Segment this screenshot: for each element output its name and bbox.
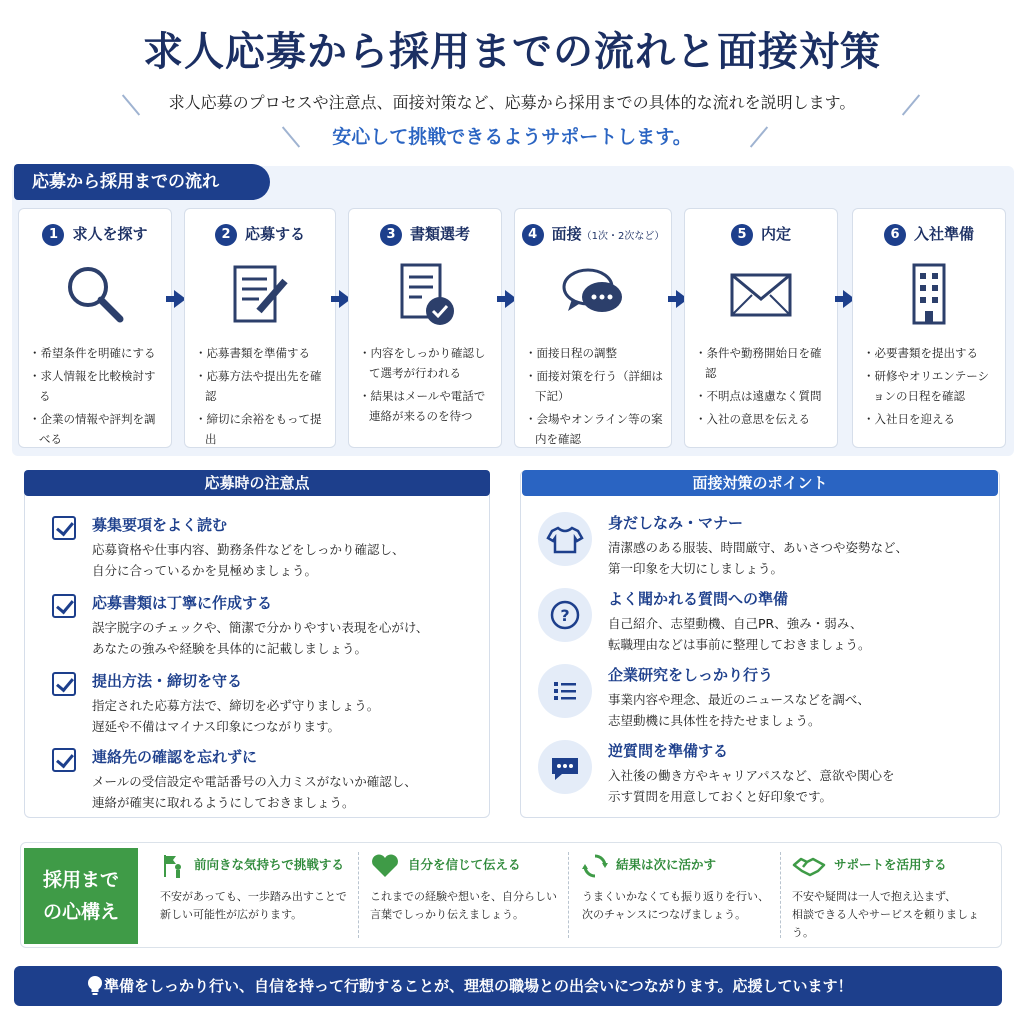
- caution-item: [92, 670, 482, 737]
- building-icon: [894, 259, 964, 329]
- flow-step-2: [184, 208, 336, 448]
- interview-text: 示す質問を用意しておくと好印象です。: [608, 789, 833, 804]
- interview-title: よく聞かれる質問への準備: [608, 590, 789, 608]
- interview-heading: 面接対策のポイント: [522, 470, 998, 496]
- mindset-text: これまでの経験や想いを、自分らしい: [370, 890, 557, 903]
- mindset-text: 新しい可能性が広がります。: [160, 908, 303, 921]
- handshake-icon: [792, 853, 826, 879]
- footer-banner: [14, 966, 1002, 1006]
- caution-item: [92, 746, 482, 813]
- caution-title: 募集要項をよく読む: [92, 516, 228, 534]
- interview-title: 逆質問を準備する: [608, 742, 729, 760]
- step-label: 求人を探す: [72, 225, 148, 243]
- document-check-icon: [390, 259, 460, 329]
- checkbox-icon: [52, 516, 76, 540]
- step-label: 内定: [760, 225, 791, 243]
- caution-text: 連絡が確実に取れるようにしておきましょう。: [92, 795, 355, 810]
- heart-icon: [370, 853, 400, 879]
- caution-text: メールの受信設定や電話番号の入力ミスがないか確認し、: [92, 774, 417, 789]
- step-items: [863, 343, 997, 432]
- interview-title: 企業研究をしっかり行う: [608, 666, 774, 684]
- interview-item: [608, 740, 992, 807]
- interview-text: 志望動機に具体性を持たせましょう。: [608, 713, 821, 728]
- mindset-text: 言葉でしっかり伝えましょう。: [370, 908, 524, 921]
- shirt-icon: [538, 512, 592, 566]
- list-item: ・ 結果はメールや電話で連絡が来るのを待つ: [359, 386, 493, 426]
- list-item: ・ 応募書類を準備する: [195, 343, 327, 363]
- page-title: 求人応募から採用までの流れと面接対策: [143, 28, 881, 75]
- mindset-label: 採用まで の心構え: [24, 848, 138, 944]
- divider: [568, 852, 569, 938]
- mindset-title: 自分を信じて伝える: [408, 857, 521, 872]
- step-number: 4: [522, 224, 544, 246]
- mindset-item: [370, 852, 566, 938]
- mindset-text: うまくいかなくても振り返りを行い、: [582, 890, 769, 903]
- list-item: ・ 求人情報を比較検討する: [29, 366, 163, 406]
- page-subtitle: 求人応募のプロセスや注意点、面接対策など、応募から採用までの具体的な流れを説明します。: [168, 93, 856, 112]
- checkbox-icon: [52, 594, 76, 618]
- caution-text: 指定された応募方法で、締切を必ず守りましょう。: [92, 698, 380, 713]
- page-tagline: 安心して挑戦できるようサポートします。: [332, 126, 692, 148]
- chat-bubbles-icon: [558, 259, 628, 329]
- list-item: ・ 研修やオリエンテーションの日程を確認: [863, 366, 997, 406]
- list-item: ・ 面接対策を行う（詳細は下記）: [525, 366, 663, 406]
- caution-item: [92, 592, 482, 659]
- list-item: ・ 入社の意思を伝える: [695, 409, 829, 429]
- caution-title: 連絡先の確認を忘れずに: [92, 748, 258, 766]
- step-number: 6: [884, 224, 906, 246]
- step-items: [195, 343, 327, 452]
- flow-step-6: [852, 208, 1006, 448]
- cautions-heading: 応募時の注意点: [24, 470, 490, 496]
- step-items: [695, 343, 829, 432]
- mindset-title: サポートを活用する: [834, 857, 947, 872]
- list-item: ・ 不明点は遠慮なく質問: [695, 386, 829, 406]
- cycle-icon: [582, 853, 608, 879]
- flow-step-3: [348, 208, 502, 448]
- step-label: 書類選考: [409, 225, 470, 243]
- lightbulb-icon: [86, 975, 104, 997]
- document-pencil-icon: [225, 259, 295, 329]
- step-number: 2: [215, 224, 237, 246]
- magnifier-icon: [60, 259, 130, 329]
- flow-step-5: [684, 208, 838, 448]
- mindset-title: 結果は次に活かす: [616, 857, 717, 872]
- divider: [358, 852, 359, 938]
- step-number: 3: [380, 224, 402, 246]
- flag-person-icon: [160, 853, 186, 879]
- step-items: [525, 343, 663, 452]
- mindset-title: 前向きな気持ちで挑戦する: [194, 857, 344, 872]
- checkbox-icon: [52, 748, 76, 772]
- caution-text: 遅延や不備はマイナス印象につながります。: [92, 719, 341, 734]
- chat-icon: [538, 740, 592, 794]
- list-item: ・ 内容をしっかり確認して選考が行われる: [359, 343, 493, 383]
- flow-step-4: [514, 208, 672, 448]
- step-items: [359, 343, 493, 429]
- checkbox-icon: [52, 672, 76, 696]
- list-item: ・ 締切に余裕をもって提出: [195, 409, 327, 449]
- list-item: ・ 必要書類を提出する: [863, 343, 997, 363]
- mindset-item: [792, 852, 996, 938]
- step-items: [29, 343, 163, 452]
- caution-item: [92, 514, 482, 581]
- caution-title: 提出方法・締切を守る: [92, 672, 243, 690]
- caution-text: 自分に合っているかを見極めましょう。: [92, 563, 318, 578]
- interview-item: [608, 512, 992, 579]
- mindset-text: 次のチャンスにつなげましょう。: [582, 908, 747, 921]
- list-item: ・ 会場やオンライン等の案内を確認: [525, 409, 663, 449]
- list-item: ・ 応募方法や提出先を確認: [195, 366, 327, 406]
- step-label: 面接: [551, 225, 582, 243]
- step-note: （1次・2次など）: [581, 231, 665, 242]
- caution-text: 誤字脱字のチェックや、簡潔で分かりやすい表現を心がけ、: [92, 620, 429, 635]
- list-icon: [538, 664, 592, 718]
- list-item: ・ 企業の情報や評判を調べる: [29, 409, 163, 449]
- question-icon: [538, 588, 592, 642]
- list-item: ・ 条件や勤務開始日を確認: [695, 343, 829, 383]
- step-label: 入社準備: [913, 225, 974, 243]
- interview-text: 事業内容や理念、最近のニュースなどを調べ、: [608, 692, 870, 707]
- interview-text: 転職理由などは事前に整理しておきましょう。: [608, 637, 871, 652]
- divider: [780, 852, 781, 938]
- envelope-icon: [726, 259, 796, 329]
- svg-text:?: ?: [560, 606, 570, 625]
- interview-item: [608, 588, 992, 655]
- flow-step-1: [18, 208, 172, 448]
- list-item: ・ 希望条件を明確にする: [29, 343, 163, 363]
- flow-heading: 応募から採用までの流れ: [14, 164, 270, 200]
- mindset-item: [160, 852, 356, 938]
- list-item: ・ 入社日を迎える: [863, 409, 997, 429]
- step-number: 5: [731, 224, 753, 246]
- mindset-text: 不安や疑問は一人で抱え込まず、: [792, 890, 957, 903]
- interview-text: 入社後の働き方やキャリアパスなど、意欲や関心を: [608, 768, 895, 783]
- mindset-text: 相談できる人やサービスを頼りましょう。: [792, 908, 979, 939]
- footer-message: 準備をしっかり行い、自信を持って行動することが、理想の職場との出会いにつながります。応援しています！: [104, 977, 853, 995]
- caution-text: あなたの強みや経験を具体的に記載しましょう。: [92, 641, 368, 656]
- step-number: 1: [42, 224, 64, 246]
- caution-text: 応募資格や仕事内容、勤務条件などをしっかり確認し、: [92, 542, 405, 557]
- interview-text: 清潔感のある服装、時間厳守、あいさつや姿勢など、: [608, 540, 909, 555]
- interview-title: 身だしなみ・マナー: [608, 514, 744, 532]
- mindset-text: 不安があっても、一歩踏み出すことで: [160, 890, 347, 903]
- list-item: ・ 面接日程の調整: [525, 343, 663, 363]
- interview-text: 第一印象を大切にしましょう。: [608, 561, 784, 576]
- mindset-item: [582, 852, 778, 938]
- step-label: 応募する: [244, 225, 305, 243]
- caution-title: 応募書類は丁寧に作成する: [92, 594, 273, 612]
- interview-item: [608, 664, 992, 731]
- interview-text: 自己紹介、志望動機、自己PR、強み・弱み、: [608, 616, 863, 631]
